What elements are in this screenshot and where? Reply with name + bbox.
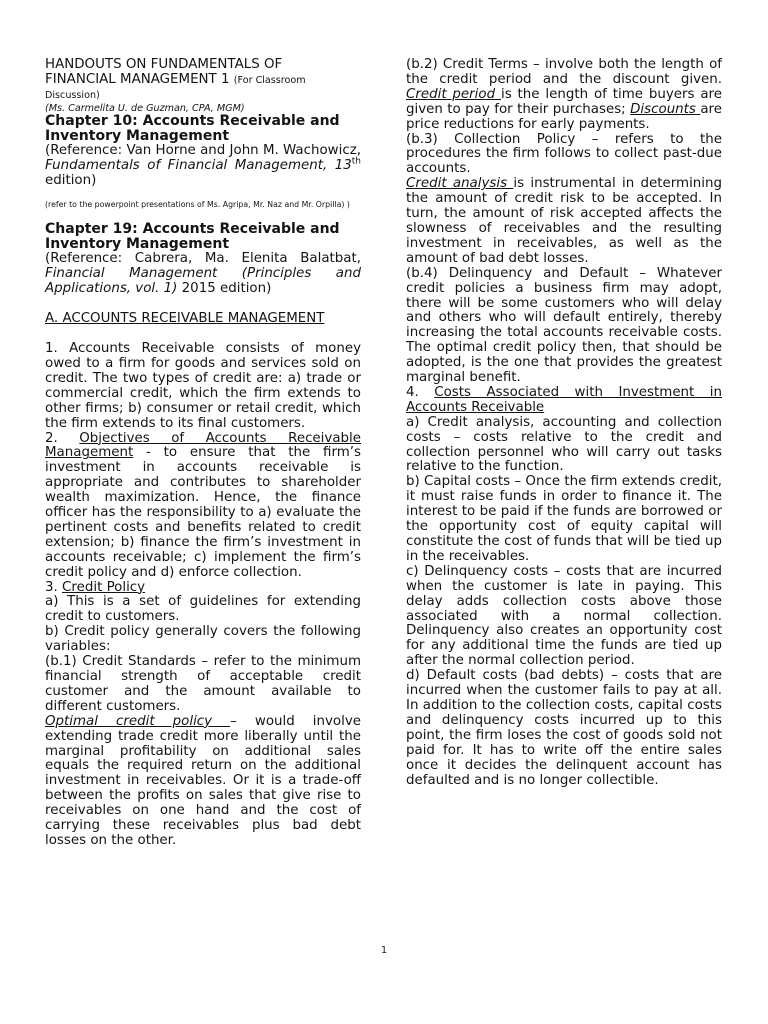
page-number: 1	[380, 945, 388, 956]
left-column	[45, 58, 361, 849]
handout-author: (Ms. Carmelita U. de Guzman, CPA, MGM)	[45, 102, 245, 114]
paragraph-credit-policy-a: a) This is a set of guidelines for extending credit to customers.	[45, 594, 361, 625]
paragraph-credit-policy-b: b) Credit policy generally covers the following variables:	[45, 624, 361, 655]
section-a-heading: A. ACCOUNTS RECEIVABLE MANAGEMENT	[45, 311, 325, 327]
paragraph-cost-credit-analysis: a) Credit analysis, accounting and collection costs – costs relative to the credit and collection personnel who will carry out tasks relative to the function.	[406, 414, 722, 475]
chapter-10-reference: (Reference: Van Horne and John M. Wachowicz, Fundamentals of Financial Management, 13th edition)	[45, 142, 361, 188]
paragraph-objectives: 2. Objectives of Accounts Receivable Management - to ensure that the firm’s investment in accounts receivable is appropriate and contributes to shareholder wealth maximization. Hence, the finance officer has the responsibility to a) evaluate the pertinent costs and benefits related to credit extension; b) finance the firm’s investment in accounts receivable; c) implement the firm’s credit policy and d) enforce collection.	[45, 430, 361, 580]
heading-costs: 4. Costs Associated with Investment in Accounts Receivable	[406, 384, 722, 415]
paragraph-collection-policy: (b.3) Collection Policy – refers to the procedures the firm follows to collect past-due accounts.	[406, 131, 722, 177]
chapter-19-reference: (Reference: Cabrera, Ma. Elenita Balatbat, Financial Management (Principles and Applications, vol. 1) 2015 edition)	[45, 251, 361, 297]
paragraph-accounts-receivable: 1. Accounts Receivable consists of money owed to a firm for goods and services sold on credit. The two types of credit are: a) trade or commercial credit, which the firm extends to other firms; b) consumer or retail credit, which the firm extends to its final customers.	[45, 341, 361, 431]
paragraph-credit-analysis: Credit analysis is instrumental in determining the amount of credit risk to be accepted. In turn, the amount of risk accepted affects the slowness of receivables and the resulting investment in receivables, as well as the amount of bad debt losses.	[406, 176, 722, 266]
chapter-19-title: Chapter 19: Accounts Receivable and Inventory Management	[45, 221, 340, 253]
chapter-10-title: Chapter 10: Accounts Receivable and Inventory Management	[45, 112, 340, 144]
paragraph-delinquency-default: (b.4) Delinquency and Default – Whatever credit policies a business firm may adopt, there will be some customers who will delay and others who will default entirely, thereby increasing the total accounts receivable costs. The optimal credit policy then, that should be adopted, is the one that provides the greatest marginal benefit.	[406, 265, 722, 386]
paragraph-credit-standards: (b.1) Credit Standards – refer to the minimum financial strength of acceptable credit customer and the amount available to different customers.	[45, 654, 361, 714]
paragraph-cost-capital: b) Capital costs – Once the firm extends credit, it must raise funds in order to finance it. The interest to be paid if the funds are borrowed or the opportunity cost of equity capital will constitute the cost of funds that will be tied up in the receivables.	[406, 474, 722, 564]
heading-credit-policy: 3. Credit Policy	[45, 579, 146, 595]
paragraph-cost-delinquency: c) Delinquency costs – costs that are incurred when the customer is late in paying. This delay adds collection costs above those associated with a normal collection. Delinquency also creates an opportunity cost for any additional time the funds are tied up after the normal collection period.	[406, 563, 722, 669]
handout-title-note: (For Classroom Discussion)	[45, 74, 306, 101]
right-column	[406, 58, 722, 788]
handout-title: HANDOUTS ON FUNDAMENTALS OF FINANCIAL MANAGEMENT 1 (For Classroom Discussion)	[45, 57, 306, 101]
powerpoint-note: (refer to the powerpoint presentations of Ms. Agripa, Mr. Naz and Mr. Orpilla) )	[45, 200, 350, 210]
paragraph-credit-terms: (b.2) Credit Terms – involve both the length of the credit period and the discount given. Credit period is the length of time buyers are given to pay for their purchases; Discounts are price reductions for early payments.	[406, 57, 723, 132]
paragraph-cost-default: d) Default costs (bad debts) – costs that are incurred when the customer fails to pay at all. In addition to the collection costs, capital costs and delinquency costs incurred up to this point, the firm loses the cost of goods sold not paid for. It has to write off the entire sales once it decides the delinquent account has defaulted and is no longer collectible.	[406, 668, 722, 788]
paragraph-optimal-credit-policy: Optimal credit policy – would involve extending trade credit more liberally until the marginal profitability on additional sales equals the required return on the additional investment in receivables. Or it is a trade-off between the profits on sales that give rise to receivables on one hand and the cost of carrying these receivables plus bad debt losses on the other.	[45, 713, 361, 848]
